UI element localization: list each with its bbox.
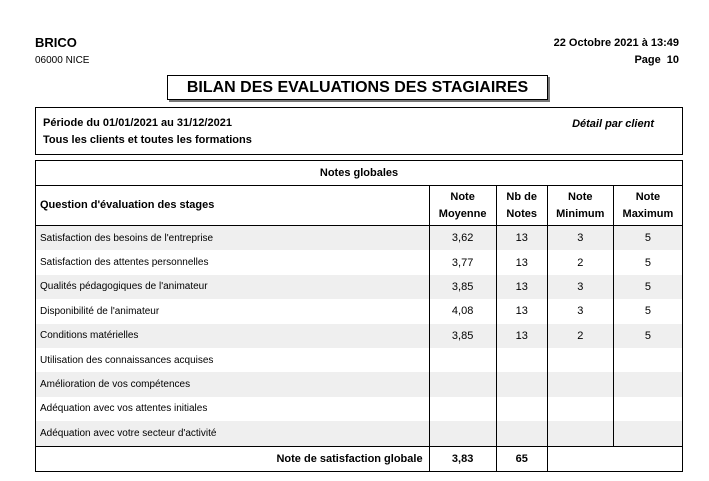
row-question: Amélioration de vos compétences [36, 372, 430, 396]
table-row [36, 348, 683, 372]
row-nb [496, 372, 547, 396]
row-max: 5 [613, 250, 682, 274]
row-moyenne: 3,85 [429, 275, 496, 299]
global-nb: 65 [496, 446, 547, 471]
row-moyenne [429, 348, 496, 372]
row-nb: 13 [496, 299, 547, 323]
row-moyenne [429, 421, 496, 446]
row-nb [496, 348, 547, 372]
page-label: Page [634, 54, 661, 66]
header-moyenne [429, 186, 496, 226]
row-max [613, 372, 682, 396]
company-name: BRICO [35, 35, 77, 50]
row-max: 5 [613, 226, 682, 251]
header-max-line1: Note [635, 190, 661, 203]
row-question: Disponibilité de l'animateur [36, 299, 430, 323]
row-min [547, 372, 613, 396]
row-nb [496, 397, 547, 421]
table-footer-row [36, 446, 683, 471]
table-row [36, 397, 683, 421]
header-moyenne-line2: Moyenne [438, 207, 487, 220]
footer-empty-cell [547, 446, 682, 471]
row-min: 3 [547, 275, 613, 299]
row-nb [496, 421, 547, 446]
table-row [36, 226, 683, 251]
row-moyenne [429, 372, 496, 396]
header-nb-line1: Nb de [506, 190, 537, 203]
row-max [613, 397, 682, 421]
header-max-line2: Maximum [622, 207, 674, 220]
header-min-line1: Note [568, 190, 593, 203]
row-question: Adéquation avec votre secteur d'activité [36, 421, 430, 446]
row-min [547, 421, 613, 446]
row-moyenne: 3,77 [429, 250, 496, 274]
row-question: Adéquation avec vos attentes initiales [36, 397, 430, 421]
row-nb: 13 [496, 324, 547, 348]
row-max: 5 [613, 299, 682, 323]
report-datetime: 22 Octobre 2021 à 13:49 [553, 37, 679, 49]
page-indicator [634, 54, 679, 66]
header-min [547, 186, 613, 226]
row-question: Conditions matérielles [36, 324, 430, 348]
row-min [547, 348, 613, 372]
table-caption: Notes globales [36, 161, 683, 186]
table-row [36, 421, 683, 446]
row-max: 5 [613, 324, 682, 348]
report-title: BILAN DES EVALUATIONS DES STAGIAIRES [167, 75, 548, 100]
period-box [35, 107, 683, 155]
header-question: Question d'évaluation des stages [36, 186, 430, 226]
row-max [613, 421, 682, 446]
header-moyenne-line1: Note [450, 190, 475, 203]
row-moyenne [429, 397, 496, 421]
row-min: 2 [547, 324, 613, 348]
evaluation-table [35, 160, 683, 472]
header-min-line2: Minimum [556, 207, 605, 220]
row-moyenne: 4,08 [429, 299, 496, 323]
row-nb: 13 [496, 275, 547, 299]
table-row [36, 275, 683, 299]
table-row [36, 324, 683, 348]
header-nb [496, 186, 547, 226]
company-city: 06000 NICE [35, 55, 90, 66]
row-question: Satisfaction des attentes personnelles [36, 250, 430, 274]
row-nb: 13 [496, 250, 547, 274]
row-question: Satisfaction des besoins de l'entreprise [36, 226, 430, 251]
header-max [613, 186, 682, 226]
row-nb: 13 [496, 226, 547, 251]
global-satisfaction-label: Note de satisfaction globale [36, 446, 430, 471]
table-row [36, 250, 683, 274]
row-moyenne: 3,85 [429, 324, 496, 348]
row-min: 2 [547, 250, 613, 274]
header-nb-line2: Notes [506, 207, 537, 220]
period-range: Période du 01/01/2021 au 31/12/2021 [43, 117, 232, 129]
period-scope: Tous les clients et toutes les formations [43, 134, 252, 146]
row-question: Qualités pédagogiques de l'animateur [36, 275, 430, 299]
page-number: 10 [666, 54, 679, 66]
table-row [36, 299, 683, 323]
table-header-row [36, 186, 683, 226]
row-min: 3 [547, 226, 613, 251]
table-caption-row [36, 161, 683, 186]
row-max: 5 [613, 275, 682, 299]
row-moyenne: 3,62 [429, 226, 496, 251]
row-question: Utilisation des connaissances acquises [36, 348, 430, 372]
row-min [547, 397, 613, 421]
row-max [613, 348, 682, 372]
table-row [36, 372, 683, 396]
detail-mode: Détail par client [572, 118, 654, 130]
global-moyenne: 3,83 [429, 446, 496, 471]
row-min: 3 [547, 299, 613, 323]
